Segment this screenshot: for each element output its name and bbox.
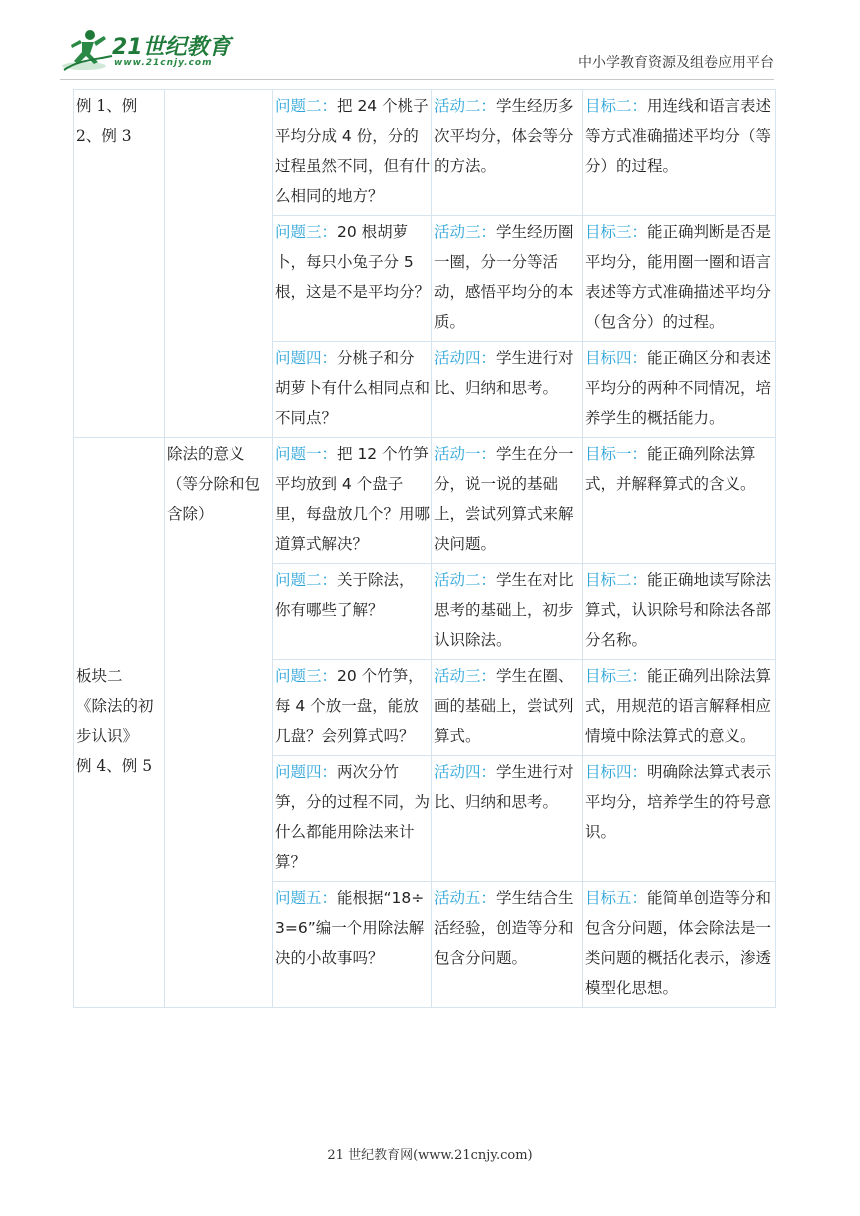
goal-cell	[583, 438, 776, 564]
goal-tag: 目标一：	[585, 445, 648, 463]
activity-tag: 活动四：	[434, 763, 497, 781]
table-row	[74, 438, 776, 564]
activity-tag: 活动三：	[434, 667, 497, 685]
logo-text: 21世纪教育	[112, 35, 231, 60]
goal-cell	[583, 660, 776, 756]
subtopic-cell	[165, 90, 273, 438]
goal-text: 能简单创造等分和包含分问题，体会除法是一类问题的概括化表示，渗透模型化思想。	[585, 889, 772, 997]
activity-text: 学生经历圈一圈，分一分等活动，感悟平均分的本质。	[434, 223, 574, 331]
module-unit: 《除法的初步认识》	[76, 697, 154, 745]
activity-text: 学生在圈、画的基础上，尝试列算式。	[434, 667, 574, 745]
subtopic-text: 除法的意义（等分除和包含除）	[167, 445, 261, 523]
activity-text: 学生在分一分，说一说的基础上，尝试列算式来解决问题。	[434, 445, 574, 553]
question-cell	[273, 882, 432, 1008]
logo-url: www.21cnjy.com	[114, 58, 213, 68]
activity-cell	[432, 882, 583, 1008]
question-cell	[273, 438, 432, 564]
goal-cell	[583, 756, 776, 882]
goal-cell	[583, 564, 776, 660]
question-tag: 问题四：	[275, 763, 338, 781]
subtopic-cell	[165, 438, 273, 1008]
activity-cell	[432, 90, 583, 216]
activity-cell	[432, 756, 583, 882]
module-cell	[74, 438, 165, 1008]
question-text: 关于除法，你有哪些了解？	[275, 571, 415, 619]
table-row	[74, 90, 776, 216]
question-text: 分桃子和分胡萝卜有什么相同点和不同点？	[275, 349, 431, 427]
activity-text: 学生在对比思考的基础上，初步认识除法。	[434, 571, 574, 649]
question-text: 能根据“18÷3=6”编一个用除法解决的小故事吗？	[275, 889, 425, 967]
question-text: 把 12 个竹笋平均放到 4 个盘子里，每盘放几个？用哪道算式解决？	[275, 445, 431, 553]
goal-text: 能正确判断是否是平均分，能用圈一圈和语言表述等方式准确描述平均分（包含分）的过程。	[585, 223, 772, 331]
module-title: 板块二	[76, 667, 123, 685]
goal-text: 能正确列出除法算式，用规范的语言解释相应情境中除法算式的意义。	[585, 667, 772, 745]
activity-tag: 活动二：	[434, 97, 497, 115]
module-cell	[74, 90, 165, 438]
lesson-table	[73, 89, 776, 1008]
page-footer: 21 世纪教育网(www.21cnjy.com)	[327, 1148, 533, 1163]
goal-tag: 目标五：	[585, 889, 648, 907]
question-cell	[273, 660, 432, 756]
activity-cell	[432, 216, 583, 342]
activity-tag: 活动三：	[434, 223, 497, 241]
question-tag: 问题三：	[275, 667, 338, 685]
activity-text: 学生进行对比、归纳和思考。	[434, 763, 574, 811]
runner-logo-icon	[60, 26, 116, 76]
platform-name: 中小学教育资源及组卷应用平台	[578, 55, 774, 71]
question-text: 把 24 个桃子平均分成 4 份，分的过程虽然不同，但有什么相同的地方？	[275, 97, 431, 205]
question-text: 20 根胡萝卜，每只小兔子分 5 根，这是不是平均分？	[275, 223, 431, 301]
activity-tag: 活动二：	[434, 571, 497, 589]
activity-cell	[432, 438, 583, 564]
goal-text: 能正确区分和表述平均分的两种不同情况，培养学生的概括能力。	[585, 349, 772, 427]
goal-cell	[583, 90, 776, 216]
module-examples: 例 4、例 5	[76, 757, 153, 775]
activity-cell	[432, 564, 583, 660]
goal-cell	[583, 882, 776, 1008]
question-tag: 问题四：	[275, 349, 338, 367]
goal-tag: 目标四：	[585, 349, 648, 367]
goal-tag: 目标三：	[585, 667, 648, 685]
activity-text: 学生经历多次平均分，体会等分的方法。	[434, 97, 574, 175]
activity-cell	[432, 660, 583, 756]
activity-tag: 活动四：	[434, 349, 497, 367]
question-cell	[273, 564, 432, 660]
question-tag: 问题二：	[275, 571, 338, 589]
goal-cell	[583, 216, 776, 342]
page-header	[0, 0, 860, 90]
goal-tag: 目标二：	[585, 571, 648, 589]
question-text: 20 个竹笋，每 4 个放一盘，能放几盘？会列算式吗？	[275, 667, 424, 745]
goal-tag: 目标二：	[585, 97, 648, 115]
question-tag: 问题五：	[275, 889, 338, 907]
goal-text: 能正确列除法算式，并解释算式的含义。	[585, 445, 756, 493]
question-cell	[273, 342, 432, 438]
question-tag: 问题二：	[275, 97, 338, 115]
goal-text: 用连线和语言表述等方式准确描述平均分（等分）的过程。	[585, 97, 772, 175]
activity-text: 学生进行对比、归纳和思考。	[434, 349, 574, 397]
question-tag: 问题一：	[275, 445, 338, 463]
question-cell	[273, 90, 432, 216]
module-label: 例 1、例 2、例 3	[76, 97, 138, 145]
goal-tag: 目标四：	[585, 763, 648, 781]
activity-tag: 活动五：	[434, 889, 497, 907]
activity-cell	[432, 342, 583, 438]
goal-text: 明确除法算式表示平均分，培养学生的符号意识。	[585, 763, 772, 841]
goal-tag: 目标三：	[585, 223, 648, 241]
activity-text: 学生结合生活经验，创造等分和包含分问题。	[434, 889, 574, 967]
activity-tag: 活动一：	[434, 445, 497, 463]
header-divider	[60, 79, 774, 80]
question-text: 两次分竹笋，分的过程不同，为什么都能用除法来计算？	[275, 763, 431, 871]
question-cell	[273, 216, 432, 342]
question-cell	[273, 756, 432, 882]
goal-text: 能正确地读写除法算式，认识除号和除法各部分名称。	[585, 571, 772, 649]
logo	[60, 26, 230, 76]
goal-cell	[583, 342, 776, 438]
question-tag: 问题三：	[275, 223, 338, 241]
